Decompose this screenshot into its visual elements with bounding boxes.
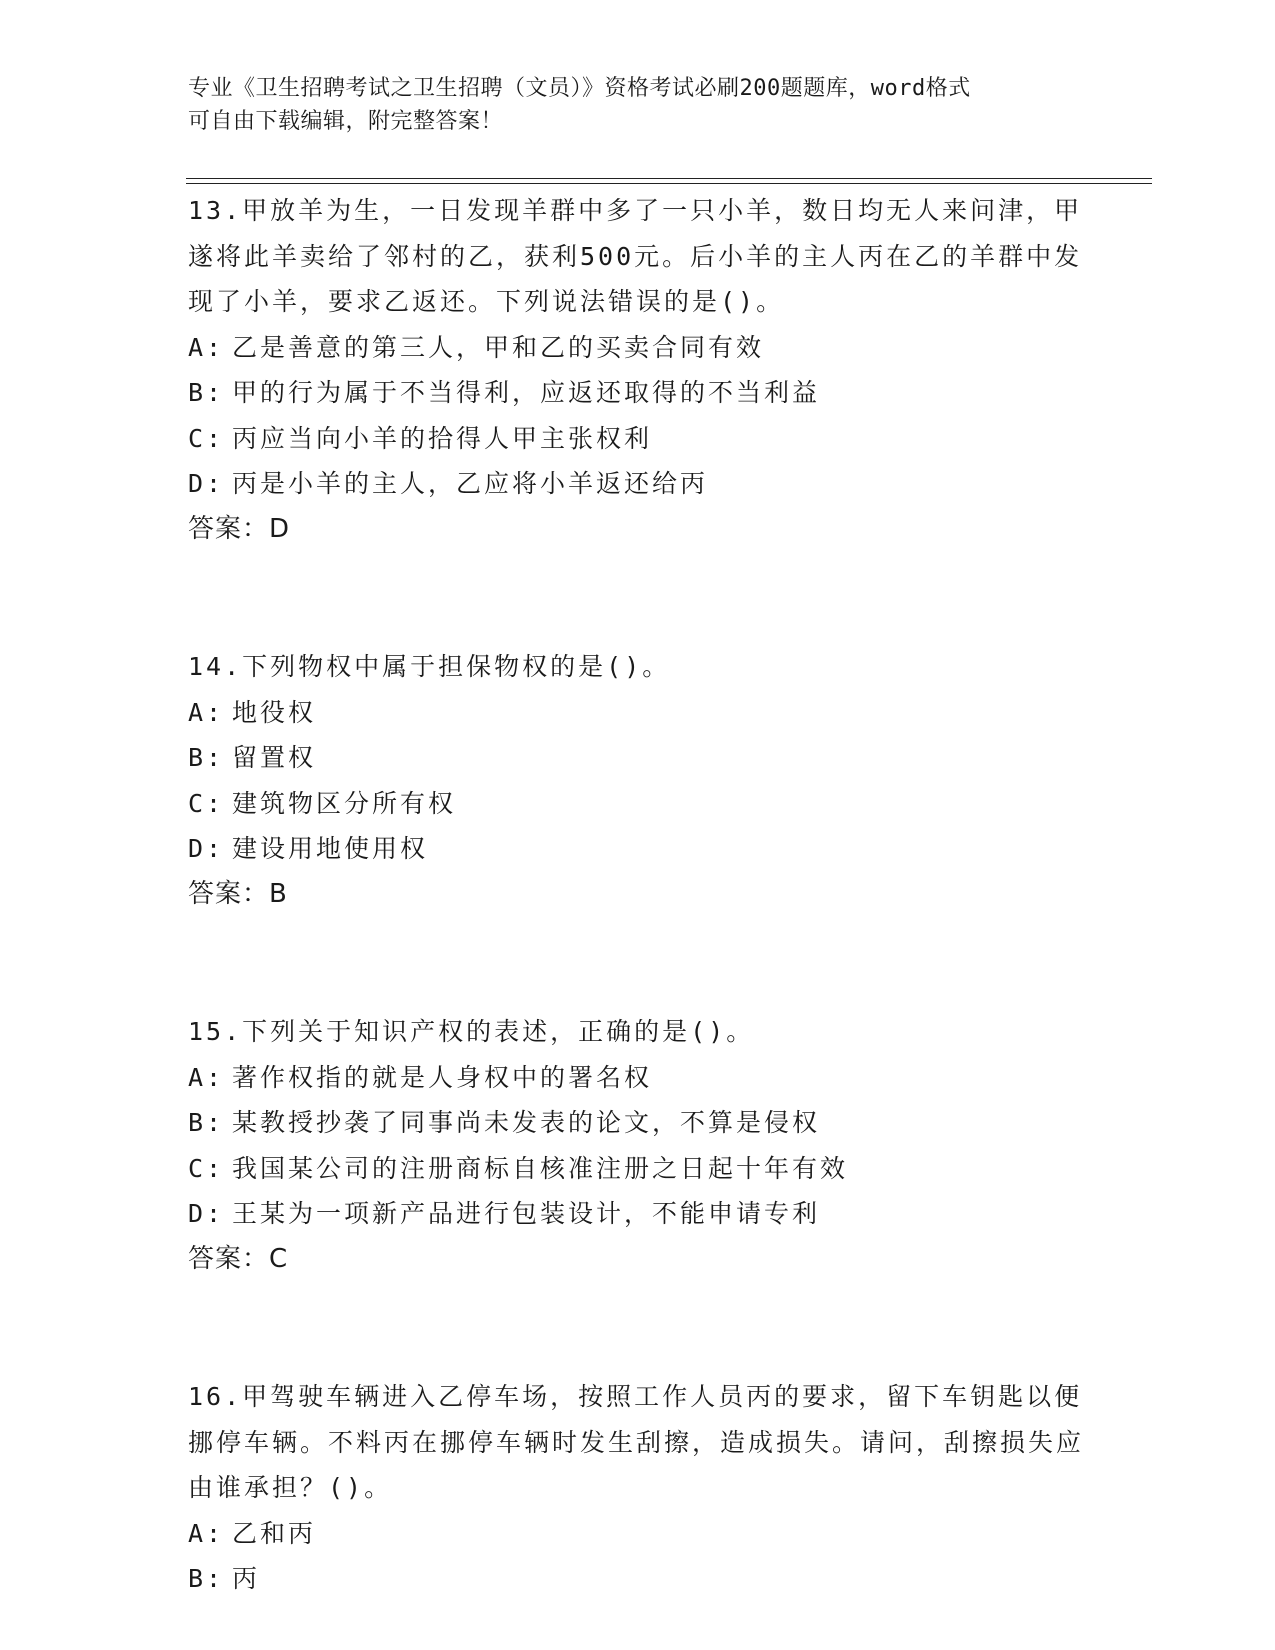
header-line-2: 可自由下载编辑，附完整答案！ (188, 109, 504, 134)
option-letter: D: (188, 1199, 225, 1228)
option-d (188, 461, 1088, 507)
option-letter: B: (188, 743, 225, 772)
question-stem: 13.甲放羊为生，一日发现羊群中多了一只小羊，数日均无人来问津，甲遂将此羊卖给了邻村的乙，获利500元。后小羊的主人丙在乙的羊群中发现了小羊，要求乙返还。下列说法错误的是()。 (188, 196, 1083, 316)
option-d (188, 826, 1088, 872)
option-text: 建筑物区分所有权 (232, 788, 457, 818)
question-list (188, 188, 1088, 1602)
option-text: 丙是小羊的主人，乙应将小羊返还给丙 (232, 469, 709, 498)
question-spacer (188, 1282, 1088, 1374)
document-header (188, 72, 1088, 138)
option-letter: B: (188, 378, 225, 407)
option-letter: C: (188, 788, 225, 818)
option-letter: C: (188, 1153, 225, 1183)
option-text: 我国某公司的注册商标自核准注册之日起十年有效 (232, 1153, 849, 1183)
answer: 答案：C (188, 1243, 289, 1274)
option-b (188, 1556, 1088, 1602)
question-14 (188, 644, 1088, 917)
question-stem: 15.下列关于知识产权的表述，正确的是()。 (188, 1017, 755, 1046)
question-15 (188, 1009, 1088, 1282)
header-rule-top (186, 178, 1152, 179)
question-stem: 16.甲驾驶车辆进入乙停车场，按照工作人员丙的要求，留下车钥匙以便挪停车辆。不料丙在挪停车辆时发生刮擦，造成损失。请问，刮擦损失应由谁承担？()。 (188, 1382, 1085, 1502)
header-rule-bottom (186, 183, 1152, 184)
option-a (188, 1055, 1088, 1101)
option-c (188, 416, 1088, 462)
option-letter: A: (188, 1062, 225, 1092)
question-stem: 14.下列物权中属于担保物权的是()。 (188, 652, 671, 681)
option-letter: D: (188, 469, 225, 498)
option-letter: C: (188, 423, 225, 453)
option-letter: A: (188, 332, 225, 362)
option-letter: B: (188, 1564, 225, 1593)
option-b (188, 370, 1088, 416)
answer: 答案：D (188, 513, 291, 544)
option-b (188, 735, 1088, 781)
option-text: 丙应当向小羊的拾得人甲主张权利 (232, 423, 653, 453)
option-a (188, 325, 1088, 371)
option-c (188, 781, 1088, 827)
answer: 答案：B (188, 878, 288, 909)
option-letter: A: (188, 697, 225, 727)
option-text: 王某为一项新产品进行包装设计，不能申请专利 (232, 1199, 821, 1228)
question-spacer (188, 917, 1088, 1009)
option-letter: B: (188, 1108, 225, 1137)
question-spacer (188, 552, 1088, 644)
option-text: 甲的行为属于不当得利，应返还取得的不当利益 (232, 378, 821, 407)
option-c (188, 1146, 1088, 1192)
option-text: 某教授抄袭了同事尚未发表的论文，不算是侵权 (232, 1108, 821, 1137)
question-16 (188, 1374, 1088, 1602)
option-a (188, 1511, 1088, 1557)
option-text: 丙 (232, 1564, 261, 1593)
option-text: 乙是善意的第三人，甲和乙的买卖合同有效 (232, 332, 765, 362)
option-text: 乙和丙 (232, 1518, 317, 1548)
option-b (188, 1100, 1088, 1146)
question-13 (188, 188, 1088, 552)
option-text: 建设用地使用权 (232, 834, 429, 863)
option-d (188, 1191, 1088, 1237)
option-text: 地役权 (232, 697, 317, 727)
header-line-1: 专业《卫生招聘考试之卫生招聘（文员）》资格考试必刷200题题库，word格式 (188, 76, 971, 101)
option-letter: D: (188, 834, 225, 863)
option-text: 留置权 (232, 743, 317, 772)
option-a (188, 690, 1088, 736)
option-text: 著作权指的就是人身权中的署名权 (232, 1062, 653, 1092)
option-letter: A: (188, 1518, 225, 1548)
